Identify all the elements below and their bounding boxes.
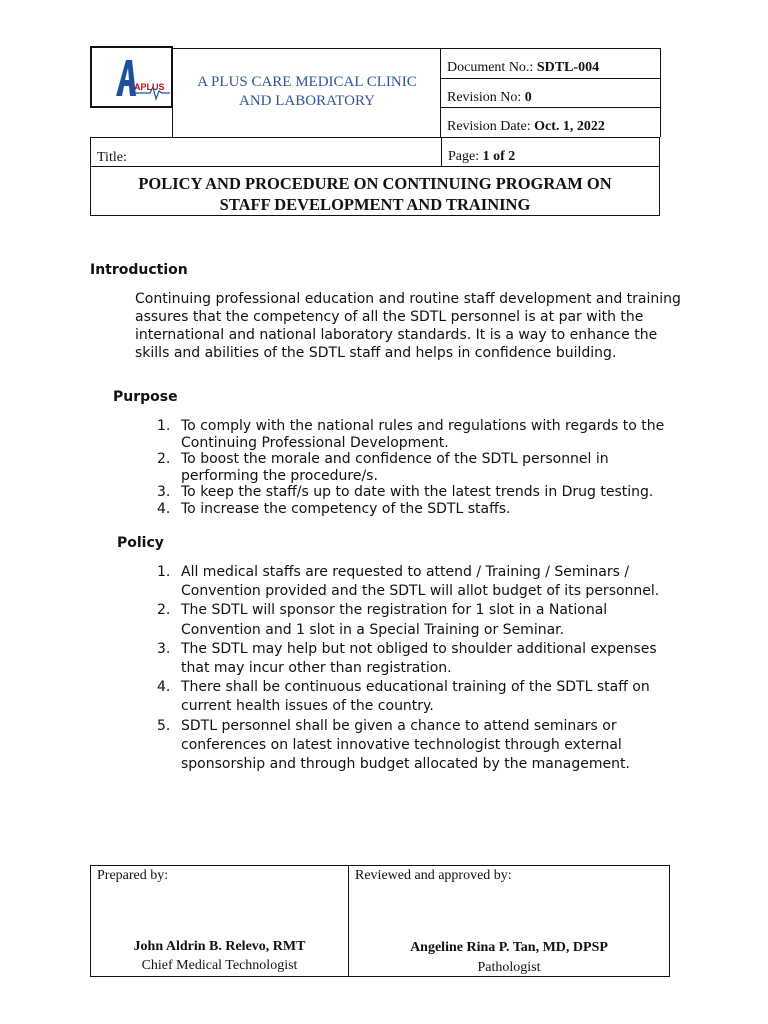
document-no-row	[441, 48, 661, 78]
list-number: 4.	[157, 500, 171, 517]
revision-date-row	[441, 107, 661, 137]
list-item	[135, 418, 675, 451]
signature-table	[90, 865, 670, 977]
clinic-logo	[114, 56, 170, 102]
reviewed-by-label: Reviewed and approved by:	[355, 868, 512, 883]
introduction-paragraph	[135, 290, 683, 362]
clinic-name-line1: A PLUS CARE MEDICAL CLINIC	[197, 74, 417, 90]
list-line: SDTL personnel shall be given a chance to attend seminars or	[181, 717, 617, 734]
list-item	[135, 717, 675, 775]
logo-cell	[90, 46, 173, 108]
list-item	[135, 640, 675, 678]
purpose-heading: Purpose	[113, 389, 178, 405]
document-title-line2: STAFF DEVELOPMENT AND TRAINING	[219, 195, 531, 214]
revision-no-value: 0	[524, 90, 532, 105]
list-line: sponsorship and through budget allocated by the management.	[181, 756, 630, 773]
list-item	[135, 451, 675, 484]
list-number: 3.	[157, 640, 171, 657]
document-header	[90, 46, 660, 216]
list-line: Convention provided and the SDTL will allot budget of its personnel.	[181, 583, 660, 600]
list-line: current health issues of the country.	[181, 698, 434, 715]
reviewed-by-role: Pathologist	[477, 960, 541, 975]
list-line: that may incur other than registration.	[181, 660, 452, 677]
purpose-list	[135, 418, 675, 518]
list-line: All medical staffs are requested to attend / Training / Seminars /	[181, 564, 630, 580]
list-line: performing the procedure/s.	[181, 467, 378, 484]
policy-list	[135, 563, 675, 774]
reviewed-by-name: Angeline Rina P. Tan, MD, DPSP	[410, 940, 608, 955]
document-title	[90, 166, 660, 216]
prepared-by-cell	[91, 866, 348, 976]
page-cell	[441, 138, 660, 166]
list-line: The SDTL will sponsor the registration for 1 slot in a National	[181, 602, 608, 619]
clinic-name	[173, 73, 441, 111]
logo-text: APLUS	[134, 82, 165, 92]
clinic-name-cell	[172, 48, 441, 138]
list-line: There shall be continuous educational training of the SDTL staff on	[181, 679, 650, 696]
document-no-value: SDTL-004	[536, 60, 600, 75]
title-row	[90, 137, 660, 167]
introduction-line: Continuing professional education and routine staff development and training	[135, 291, 681, 307]
list-number: 1.	[157, 418, 171, 434]
document-title-line1: POLICY AND PROCEDURE ON CONTINUING PROGRAM ON	[138, 174, 612, 193]
list-line: Continuing Professional Development.	[181, 434, 449, 451]
list-number: 3.	[157, 484, 171, 501]
policy-heading: Policy	[117, 535, 164, 551]
introduction-line: skills and abilities of the SDTL staff and helps in confidence building.	[135, 345, 617, 361]
list-number: 5.	[157, 717, 171, 734]
introduction-line: assures that the competency of all the SDTL personnel is at par with the	[135, 309, 644, 325]
prepared-by-role: Chief Medical Technologist	[141, 958, 298, 973]
list-item	[135, 601, 675, 639]
list-item	[135, 563, 675, 601]
list-item	[135, 501, 675, 518]
list-line: To keep the staff/s up to date with the latest trends in Drug testing.	[181, 484, 654, 501]
list-line: To boost the morale and confidence of the SDTL personnel in	[181, 451, 609, 468]
title-label: Title:	[97, 150, 127, 165]
clinic-name-line2: AND LABORATORY	[239, 93, 375, 109]
prepared-by-name: John Aldrin B. Relevo, RMT	[133, 939, 306, 954]
list-item	[135, 484, 675, 501]
list-number: 1.	[157, 564, 171, 580]
document-info-cell	[440, 48, 660, 138]
list-line: conferences on latest innovative technologist through external	[181, 736, 622, 753]
list-number: 2.	[157, 451, 171, 468]
list-line: To comply with the national rules and regulations with regards to the	[181, 418, 665, 434]
revision-no-label: Revision No:	[447, 90, 522, 105]
list-line: To increase the competency of the SDTL staffs.	[181, 500, 511, 517]
revision-date-label: Revision Date:	[447, 119, 531, 134]
list-number: 2.	[157, 602, 171, 619]
list-line: The SDTL may help but not obliged to shoulder additional expenses	[181, 640, 657, 657]
page-label: Page:	[448, 149, 480, 164]
introduction-line: international and national laboratory standards. It is a way to enhance the	[135, 327, 658, 343]
introduction-heading: Introduction	[90, 262, 188, 278]
revision-date-value: Oct. 1, 2022	[534, 119, 605, 134]
list-line: Convention and 1 slot in a Special Training or Seminar.	[181, 621, 565, 638]
list-item	[135, 678, 675, 716]
page-value: 1 of 2	[482, 149, 516, 164]
revision-no-row	[441, 78, 661, 108]
reviewed-by-cell	[348, 866, 669, 976]
prepared-by-label: Prepared by:	[97, 868, 169, 883]
document-no-label: Document No.:	[447, 60, 534, 75]
list-number: 4.	[157, 679, 171, 696]
